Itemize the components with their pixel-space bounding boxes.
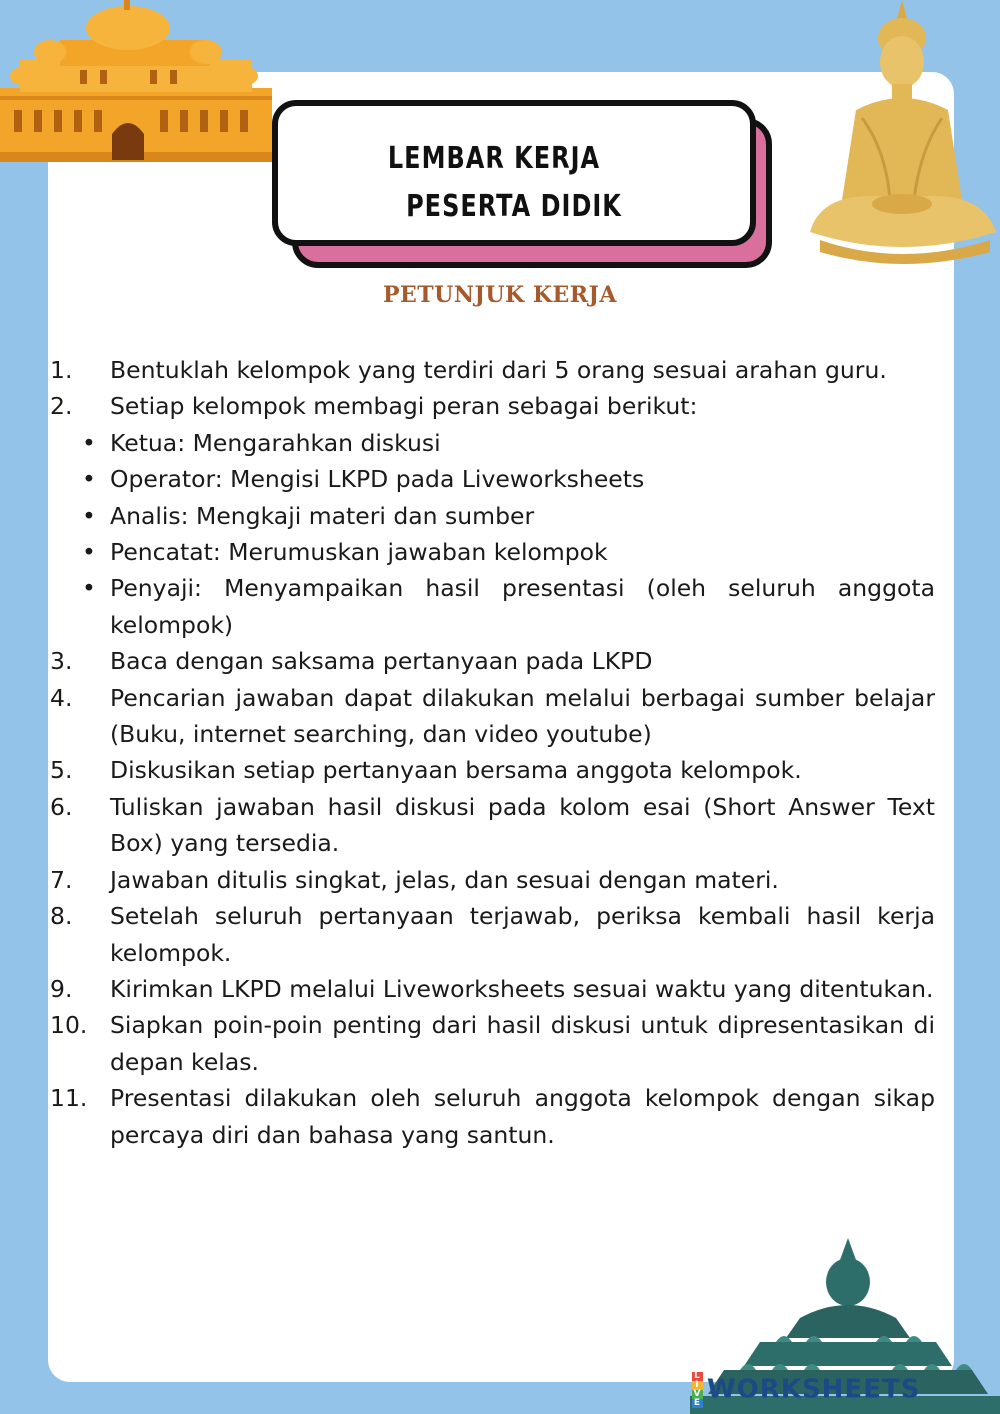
bullet-marker: • [82,574,96,603]
title-box [272,100,756,246]
item-text: Diskusikan setiap pertanyaan bersama anggota kelompok. [110,756,802,785]
live-letter: L [692,1372,703,1381]
instruction-item [50,971,935,1007]
item-text: Operator: Mengisi LKPD pada Liveworksheets [110,465,645,494]
item-number: 9. [50,974,73,1003]
instruction-item [50,862,935,898]
instruction-item [50,752,935,788]
title-line-1: LEMBAR KERJA [387,140,601,176]
instruction-item [50,1007,935,1080]
item-text: Ketua: Mengarahkan diskusi [110,428,441,457]
watermark-text: WORKSHEETS [707,1374,921,1405]
item-text: Pencatat: Merumuskan jawaban kelompok [110,538,608,567]
live-letter: I [692,1381,703,1390]
live-logo [692,1372,703,1408]
instruction-list [50,352,935,1153]
title-line-2: PESERTA DIDIK [406,188,622,224]
instruction-item [50,643,935,679]
item-number: 10. [50,1011,88,1040]
item-text: Penyaji: Menyampaikan hasil presentasi (oleh seluruh anggota kelompok) [110,574,935,639]
instruction-item [50,352,935,388]
bullet-marker: • [82,465,96,494]
item-number: 6. [50,792,73,821]
item-number: 7. [50,865,73,894]
liveworksheets-watermark [692,1372,920,1408]
item-number: 2. [50,392,73,421]
buddha-statue-illustration [800,0,1000,270]
item-text: Presentasi dilakukan oleh seluruh anggota kelompok dengan sikap percaya diri dan bahasa yang santun. [110,1084,935,1149]
item-text: Baca dengan saksama pertanyaan pada LKPD [110,647,653,676]
item-number: 4. [50,683,73,712]
item-text: Tuliskan jawaban hasil diskusi pada kolom esai (Short Answer Text Box) yang tersedia. [110,792,935,858]
item-text: Siapkan poin-poin penting dari hasil diskusi untuk dipresentasikan di depan kelas. [110,1011,935,1076]
instruction-item [50,789,935,862]
item-text: Analis: Mengkaji materi dan sumber [110,501,535,530]
item-text: Setiap kelompok membagi peran sebagai berikut: [110,392,698,421]
instruction-item [50,388,935,424]
section-heading: PETUNJUK KERJA [382,282,617,308]
instruction-item [50,1080,935,1153]
item-number: 11. [50,1084,88,1113]
role-item [82,461,935,497]
item-text: Jawaban ditulis singkat, jelas, dan sesuai dengan materi. [110,865,779,894]
role-item [82,534,935,570]
item-text: Bentuklah kelompok yang terdiri dari 5 orang sesuai arahan guru. [110,356,887,384]
bullet-marker: • [82,538,96,567]
item-number: 8. [50,902,73,931]
role-item [82,425,935,461]
item-text: Setelah seluruh pertanyaan terjawab, periksa kembali hasil kerja kelompok. [110,902,935,967]
live-letter: E [693,1398,702,1408]
instruction-item [50,680,935,753]
item-text: Pencarian jawaban dapat dilakukan melalui berbagai sumber belajar (Buku, internet searching, dan video youtube) [110,683,935,749]
item-number: 1. [50,356,73,384]
bullet-marker: • [82,501,96,530]
role-item [82,570,935,643]
bullet-marker: • [82,428,96,457]
item-text: Kirimkan LKPD melalui Liveworksheets sesuai waktu yang ditentukan. [110,974,934,1003]
role-item [82,498,935,534]
item-number: 3. [50,647,73,676]
item-number: 5. [50,756,73,785]
live-letter: V [693,1389,702,1399]
instruction-item [50,898,935,971]
